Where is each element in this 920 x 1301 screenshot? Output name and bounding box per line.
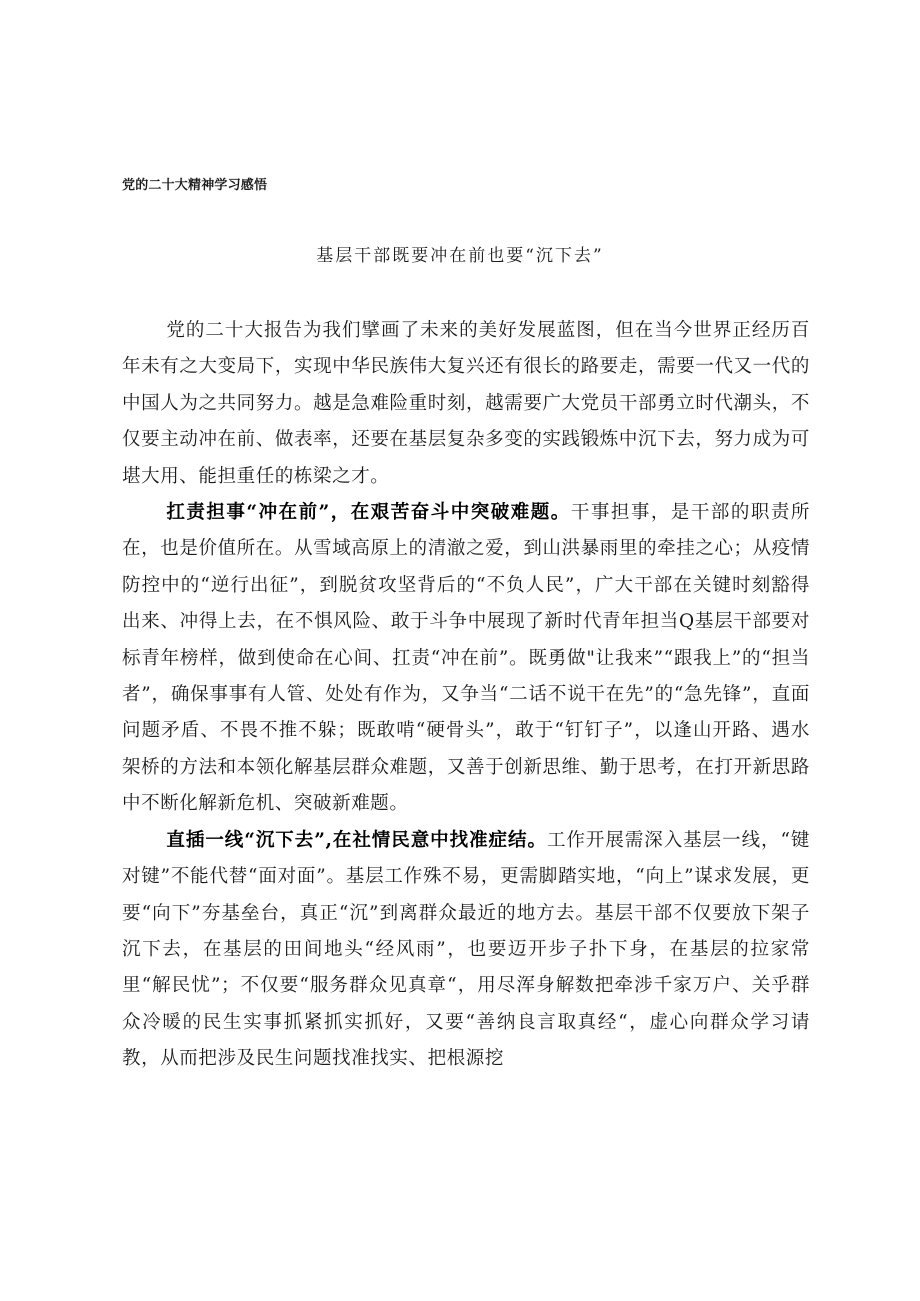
paragraph-lead: 直插一线“沉下去”,在社情民意中找准症结。	[166, 829, 547, 851]
paragraph-text: 干事担事，是干部的职责所在，也是价值所在。从雪域高原上的清澈之爱，到山洪暴雨里的牵挂之心；从疫情防控中的“逆行出征”，到脱贫攻坚背后的“不负人民”，广大干部在关键时刻豁得出来、冲得上去，在不惧风险、敢于斗争中展现了新时代青年担当Q基层干部要对标青年榜样，做到使命在心间、扛责“冲在前”。既勇做"让我来”“跟我上”的“担当者”，确保事事有人管、处处有作为，又争当“二话不说干在先”的“急先锋”，直面问题矛盾、不畏不推不躲；既敢啃“硬骨头”，敢于“钉钉子”，以逢山开路、遇水架桥的方法和本领化解基层群众难题，又善于创新思维、勤于思考，在打开新思路中不断化解新危机、突破新难题。	[122, 502, 811, 815]
paragraph	[122, 495, 810, 823]
paragraph-text: 党的二十大报告为我们擘画了未来的美好发展蓝图，但在当今世界正经历百年未有之大变局下，实现中华民族伟大复兴还有很长的路要走，需要一代又一代的中国人为之共同努力。越是急难险重时刻，越需要广大党员干部勇立时代潮头，不仅要主动冲在前、做表率，还要在基层复杂多变的实践锻炼中沉下去，努力成为可堪大用、能担重任的栋梁之才。	[122, 320, 810, 487]
paragraph	[122, 313, 810, 495]
header-label: 党的二十大精神学习感悟	[122, 178, 268, 193]
document-title: 基层干部既要冲在前也要“沉下去”	[316, 246, 604, 266]
paragraph	[122, 823, 810, 1078]
paragraph-lead: 扛责担事“冲在前”，在艰苦奋斗中突破难题。	[166, 502, 571, 524]
paragraph-text: 工作开展需深入基层一线，“键对键”不能代替“面对面”。基层工作殊不易，更需脚踏实地，“向上”谋求发展，更要“向下”夯基垒台，真正“沉”到离群众最近的地方去。基层干部不仅要放下架子沉下去，在基层的田间地头“经风雨”，也要迈开步子扑下身，在基层的拉家常里“解民忧”；不仅要“服务群众见真章“，用尽浑身解数把牵涉千家万户、关乎群众冷暖的民生实事抓紧抓实抓好，又要“善纳良言取真经“，虚心向群众学习请教，从而把涉及民生问题找准找实、把根源挖	[122, 829, 811, 1070]
body-text	[122, 313, 810, 1078]
